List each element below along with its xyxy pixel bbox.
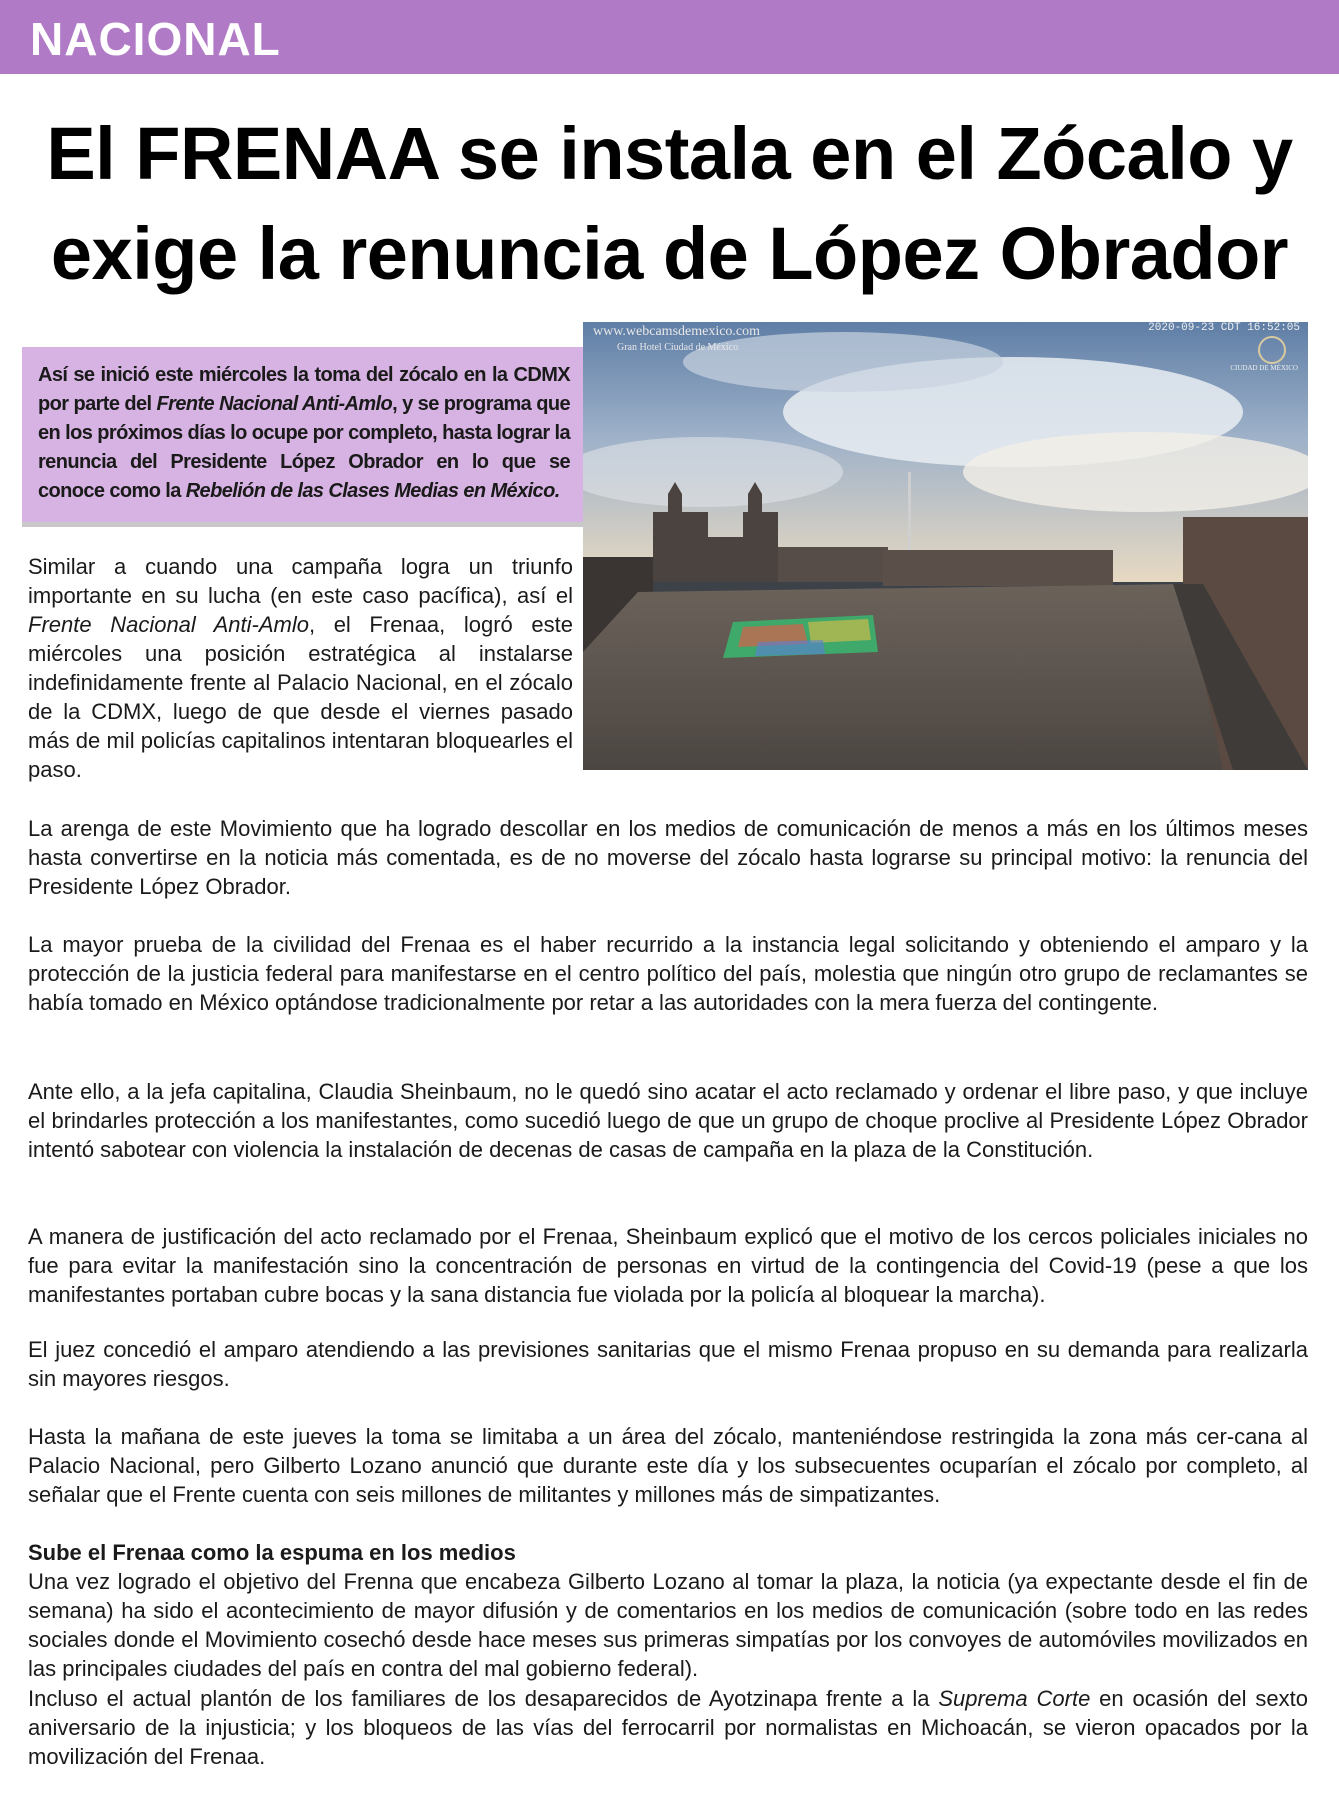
paragraph-text: Incluso el actual plantón de los familiares de los desaparecidos de Ayotzinapa frente a la [28,1686,939,1711]
section-bar [0,0,1339,74]
paragraph-8: Una vez logrado el objetivo del Frenna que encabeza Gilberto Lozano al tomar la plaza, la noticia (ya expectante desde el fin de semana) ha sido el acontecimiento de mayor difusión y de comentarios en los medios de comunicación (sobre todo en las redes sociales donde el Movimiento cosechó desde hace meses sus primeras simpatías por los convoyes de automóviles movilizados en las principales ciudades del país en contra del mal gobierno federal). [28,1569,1308,1681]
zocalo-photo-illustration [583,322,1308,770]
cloud [963,432,1308,512]
lead-italic: Rebelión de las Clases Medias en México. [185,480,560,502]
palacio-nacional [883,550,1113,586]
paragraph-italic: Frente Nacional Anti-Amlo [28,612,309,637]
paragraph-2: La arenga de este Movimiento que ha logrado descollar en los medios de comunicación de menos a más en los últimos meses hasta convertirse en la noticia más comentada, es de no moverse del zócalo hasta lograrse su principal motivo: la renuncia del Presidente López Obrador. [28,816,1308,899]
paragraph-9 [28,1684,1308,1771]
photo-timestamp: 2020-09-23 CDT 16:52:05 [1148,322,1300,334]
paragraph-3: La mayor prueba de la civilidad del Frenaa es el haber recurrido a la instancia legal solicitando y obteniendo el amparo y la protección de la justicia federal para manifestarse en el centro político del país, molestia que ningún otro grupo de reclamantes se había tomado en México optándose tradicionalmente por retar a las autoridades con la mera fuerza del contingente. [28,932,1308,1015]
section-label: NACIONAL [30,13,281,65]
photo-watermark-site: www.webcamsdemexico.com [593,324,761,339]
headline-line-1: El FRENAA se instala en el Zócalo y [46,112,1293,195]
tents-colored [808,619,871,643]
lead-text-part: Así se inició este miércoles la toma del zócalo en la CDMX por parte del [38,364,570,415]
cathedral-wing [778,547,888,582]
lead-text-part: , y se programa que en los próximos días lo ocupe por completo, hasta lograr la renuncia del Presidente López Obrador en lo que se conoce como la [38,393,570,502]
section-subheading: Sube el Frenaa como la espuma en los medios [28,1540,516,1565]
tents-colored [755,640,825,656]
lead-italic: Frente Nacional Anti-Amlo [156,393,393,415]
paragraph-1 [28,552,573,784]
headline-line-2: exige la renuncia de López Obrador [50,212,1289,295]
zocalo-photo [583,322,1308,770]
photo-watermark-city: CIUDAD DE MÉXICO [1230,364,1298,372]
paragraph-text: , el Frenaa, logró este miércoles una posición estratégica al instalarse indefinidamente frente al Palacio Nacional, en el zócalo de la CDMX, luego de que desde el viernes pasado más de mil policías capitalinos intentaran bloquearles el paso. [28,612,573,782]
paragraph-5: A manera de justificación del acto reclamado por el Frenaa, Sheinbaum explicó que el motivo de los cercos policiales iniciales no fue para evitar la manifestación sino la concentración de personas en virtud de la contingencia del Covid-19 (pese a que los manifestantes portaban cubre bocas y la sana distancia fue violada por la policía al bloquear la marcha). [28,1224,1308,1307]
photo-watermark-subtitle: Gran Hotel Ciudad de México [617,342,739,353]
paragraph-text: en ocasión del sexto aniversario de la injusticia; y los bloqueos de las vías del ferrocarril por normalistas en Michoacán, se vieron opacados por la movilización del Frenaa. [28,1686,1308,1769]
paragraph-italic: Suprema Corte [938,1686,1091,1711]
paragraph-7: Hasta la mañana de este jueves la toma se limitaba a un área del zócalo, manteniéndose restringida la zona más cer-cana al Palacio Nacional, pero Gilberto Lozano anunció que durante este día y los subsecuentes ocuparían el zócalo por completo, al señalar que el Frente cuenta con seis millones de militantes y millones más de simpatizantes. [28,1424,1308,1507]
plaza [583,584,1223,770]
cloud [683,332,1003,392]
headline [20,104,1319,304]
city-seal-icon [1258,336,1286,364]
paragraph-6: El juez concedió el amparo atendiendo a las previsiones sanitarias que el mismo Frenaa propuso en su demanda para realizarla sin mayores riesgos. [28,1337,1308,1391]
paragraph-4: Ante ello, a la jefa capitalina, Claudia Sheinbaum, no le quedó sino acatar el acto reclamado y ordenar el libre paso, y que incluye el brindarles protección a los manifestantes, como sucedió luego de que un grupo de choque proclive al Presidente López Obrador intentó sabotear con violencia la instalación de decenas de casas de campaña en la plaza de la Constitución. [28,1079,1308,1162]
paragraph-text: Similar a cuando una campaña logra un triunfo importante en su lucha (en este caso pacífica), así el [28,554,573,608]
lead-paragraph [38,361,570,506]
lead-box-edge [22,522,583,527]
